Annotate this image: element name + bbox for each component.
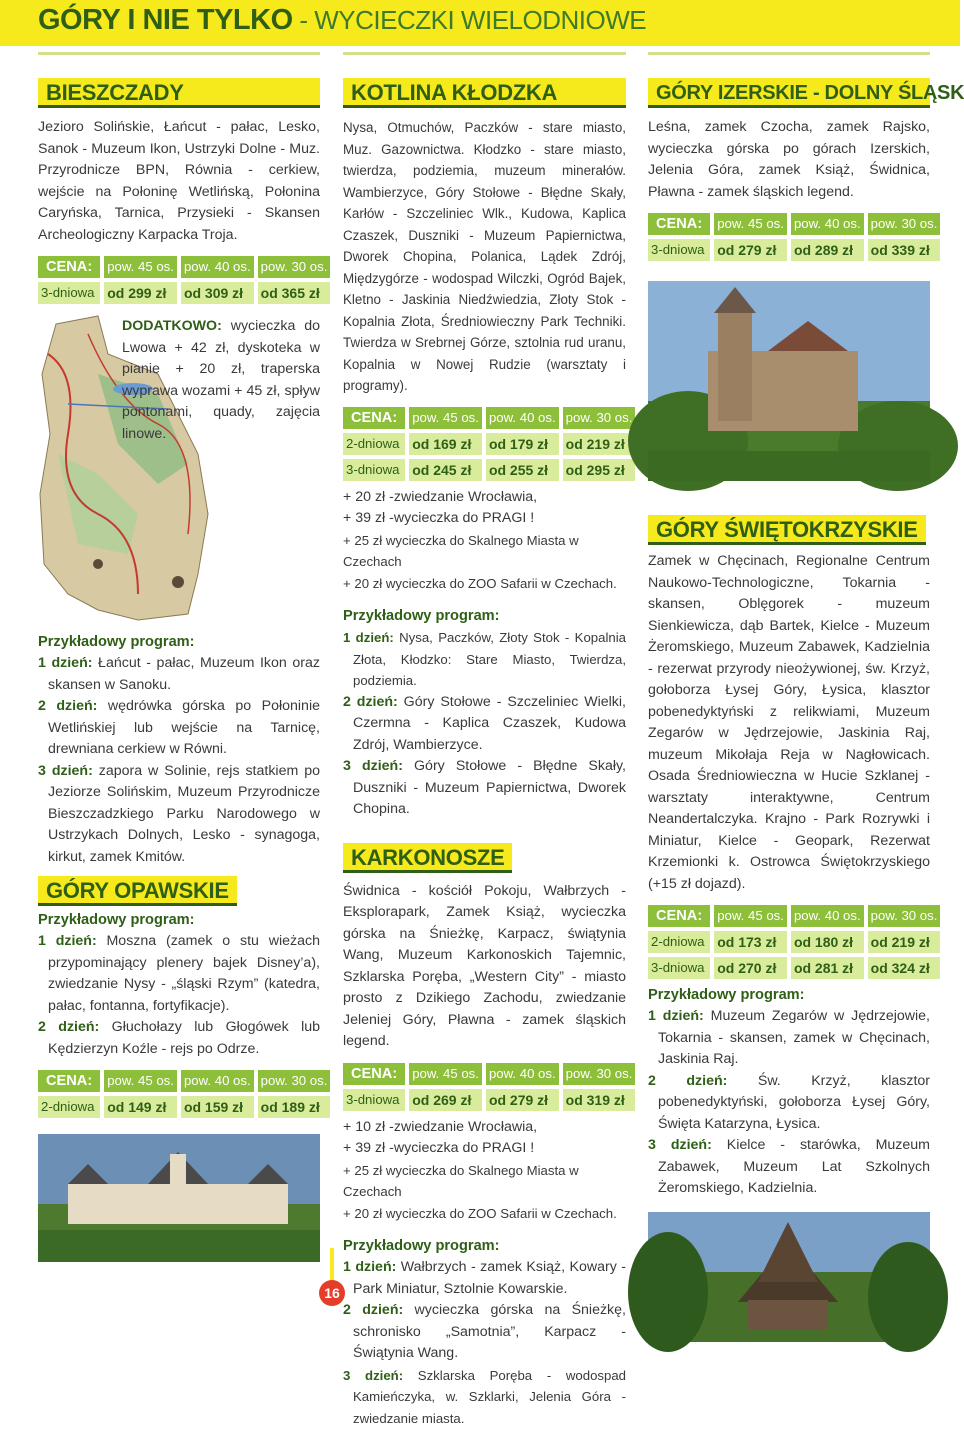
program-title: Przykładowy program: [343, 1236, 626, 1257]
column-left [38, 78, 320, 308]
section-title-karkonosze: KARKONOSZE [343, 843, 512, 873]
price-header: pow. 30 os. [868, 213, 941, 235]
program-day: 2 dzień: wędrówka górska po Połoninie Wetlińskiej lub wejście na Tarnicę, drewniana cerkiew w Równi. [38, 696, 320, 761]
price-row-label: 3-dniowa [343, 459, 405, 481]
klodzka-extras: + 20 zł -zwiedzanie Wrocławia, + 39 zł -wycieczka do PRAGI ! + 25 zł wycieczka do Skalnego Miasta w Czechach + 20 zł wycieczka do ZOO Safarii w Czechach. [343, 487, 626, 595]
price-label: CENA: [38, 256, 100, 278]
bieszczady-intro: Jezioro Solińskie, Łańcut - pałac, Lesko, Sanok - Muzeum Ikon, Ustrzyki Dolne - Muz. Przyrodnicze BPN, Równia - cerkiew, wejście na Połoninę Wetlińską, Połonina Caryńska, Tarnica, Przysieki - Skansen Archeologiczny Karpacka Troja. [38, 117, 320, 246]
price-header: pow. 45 os. [104, 1070, 177, 1092]
divider [648, 52, 930, 55]
section-title-opawskie: GÓRY OPAWSKIE [38, 876, 237, 906]
price-header: pow. 40 os. [181, 1070, 254, 1092]
page-header [0, 0, 960, 46]
price-value: od 319 zł [563, 1089, 636, 1111]
price-value: od 324 zł [868, 957, 941, 979]
price-header: pow. 40 os. [181, 256, 254, 278]
price-row-label: 3-dniowa [648, 957, 710, 979]
price-value: od 339 zł [868, 239, 941, 261]
price-value: od 279 zł [486, 1089, 559, 1111]
price-value: od 279 zł [714, 239, 787, 261]
program-day: 2 dzień: Góry Stołowe - Szczeliniec Wielki, Czermna - Kaplica Czaszek, Kudowa Zdrój, Wambierzyce. [343, 692, 626, 757]
price-value: od 245 zł [409, 459, 482, 481]
extras-text: wycieczka do Lwowa + 42 zł, dyskoteka w pianie + 20 zł, traperska wyprawa wozami + 45 zł, spływ pontonami, quady, zajęcia linowe. [122, 318, 320, 442]
izerskie-intro: Leśna, zamek Czocha, zamek Rajsko, wycieczka górska po górach Izerskich, Jelenia Góra, zamek Książ, Świdnica, Pławna - zamek śląskich legend. [648, 117, 930, 203]
price-label: CENA: [38, 1070, 100, 1092]
price-value: od 289 zł [791, 239, 864, 261]
price-value: od 159 zł [181, 1096, 254, 1118]
price-value: od 281 zł [791, 957, 864, 979]
program-title: Przykładowy program: [38, 632, 320, 653]
price-header: pow. 40 os. [486, 407, 559, 429]
price-value: od 189 zł [258, 1096, 331, 1118]
section-title-izerskie: GÓRY IZERSKIE - DOLNY ŚLĄSK [648, 78, 930, 108]
program-day: 2 dzień: Głuchołazy lub Głogówek lub Kędzierzyn Koźle - rejs po Odrze. [38, 1017, 320, 1060]
wang-temple-photo [648, 1212, 930, 1342]
price-row-label: 3-dniowa [343, 1089, 405, 1111]
price-row-label: 2-dniowa [343, 433, 405, 455]
section-title-swietokrzyskie: GÓRY ŚWIĘTOKRZYSKIE [648, 515, 926, 545]
price-row-label: 2-dniowa [648, 931, 710, 953]
price-header: pow. 40 os. [791, 213, 864, 235]
klodzka-intro: Nysa, Otmuchów, Paczków - stare miasto, Muz. Gazownictwa. Kłodzko - stare miasto, twierdza, podziemia, muzeum minerałów. Wambierzyce, Góry Stołowe - Błędne Skały, Karłów - Szczeliniec Wlk., Kudowa, Kaplica Czaszek, Duszniki - Muzeum Papiernictwa, Dworek Chopina, Polanica, Lądek Zdrój, Międzygórze - wodospad Wilczki, Ogród Bajek, Kletno - Jaskinia Niedźwiedzia, Złoty Stok - Kopalnia Złota, Średniowieczny Park Techniki. Twierdza w Srebrnej Górze, sztolnia rud uranu, Kopalnia w Nowej Rudzie (warsztaty i programy). [343, 117, 626, 397]
price-header: pow. 30 os. [563, 1063, 636, 1085]
page-title-main: GÓRY I NIE TYLKO [38, 4, 293, 36]
price-value: od 219 zł [868, 931, 941, 953]
price-value: od 270 zł [714, 957, 787, 979]
price-header: pow. 40 os. [486, 1063, 559, 1085]
price-header: pow. 30 os. [258, 1070, 331, 1092]
section-title-bieszczady: BIESZCZADY [38, 78, 320, 108]
extras-label: DODATKOWO: [122, 318, 222, 334]
program-title: Przykładowy program: [648, 985, 930, 1006]
page-title-sub: - WYCIECZKI WIELODNIOWE [293, 5, 646, 35]
program-day: 3 dzień: zapora w Solinie, rejs statkiem po Jeziorze Solińskim, Muzeum Przyrodnicze Bieszczadzkiego Parku Narodowego w Ustrzykach Dolnych, Lesko - synagoga, kirkut, zamek Kmitów. [38, 761, 320, 869]
price-header: pow. 45 os. [714, 213, 787, 235]
price-value: od 179 zł [486, 433, 559, 455]
program-day: 1 dzień: Łańcut - pałac, Muzeum Ikon oraz skansen w Sanoku. [38, 653, 320, 696]
price-header: pow. 40 os. [791, 905, 864, 927]
program-day: 3 dzień: Góry Stołowe - Błędne Skały, Duszniki - Muzeum Papiernictwa, Dworek Chopina. [343, 756, 626, 821]
price-value: od 173 zł [714, 931, 787, 953]
price-header: pow. 45 os. [409, 407, 482, 429]
bieszczady-extras [38, 316, 320, 445]
price-value: od 309 zł [181, 282, 254, 304]
page-number-bar [330, 1248, 334, 1284]
swietokrzyskie-intro: Zamek w Chęcinach, Regionalne Centrum Naukowo-Technologiczne, Tokarnia - skansen, Oblęgorek - muzeum Sienkiewicza, dąb Bartek, Kielce - Muzeum Żeromskiego, Muzeum Zabawek, Kadzielnia - rezerwat przyrody nieożywionej, św. Krzyż, gołoborza Łysej Góry, Łysica, klasztor pobenedyktyński z relikwiami, Muzeum Zegarów w Jędrzejowie, Jaskinia Raj, muzeum Mikołaja Reja w Nagłowicach. Osada Średniowieczna w Hucie Szklanej - warsztaty interaktywne, Centrum Neandertalczyka. Krajno - Park Rozrywki i Miniatur, Kielce - Geopark, Rezerwat Krzemionki k. Ostrowca Świętokrzyskiego (+15 zł dojazd). [648, 551, 930, 895]
price-value: od 219 zł [563, 433, 636, 455]
program-day: 1 dzień: Nysa, Paczków, Złoty Stok - Kopalnia Złota, Kłodzko: Stare Miasto, Twierdza, podziemia. [343, 627, 626, 692]
price-label: CENA: [648, 905, 710, 927]
program-day: 3 dzień: Szklarska Poręba - wodospad Kamieńczyka, w. Szklarki, Jelenia Góra - zwiedzanie miasta. [343, 1365, 626, 1429]
price-label: CENA: [343, 407, 405, 429]
price-label: CENA: [648, 213, 710, 235]
price-header: pow. 30 os. [563, 407, 636, 429]
price-table-klodzka [339, 403, 639, 485]
program-title: Przykładowy program: [343, 606, 626, 627]
moszna-castle-photo [38, 1134, 320, 1262]
program-day: 3 dzień: Kielce - starówka, Muzeum Zabawek, Muzeum Lat Szkolnych Żeromskiego, Kadzielnia. [648, 1135, 930, 1200]
bieszczady-program [38, 622, 320, 1262]
program-day: 2 dzień: Św. Krzyż, klasztor pobenedyktyński, gołoborza Łysej Góry, Święta Katarzyna, Łysica. [648, 1071, 930, 1136]
price-label: CENA: [343, 1063, 405, 1085]
price-value: od 269 zł [409, 1089, 482, 1111]
program-title: Przykładowy program: [38, 910, 320, 931]
price-table-bieszczady [34, 252, 334, 308]
price-header: pow. 30 os. [868, 905, 941, 927]
price-value: od 149 zł [104, 1096, 177, 1118]
price-table-karkonosze [339, 1059, 639, 1115]
price-value: od 295 zł [563, 459, 636, 481]
divider [343, 52, 626, 55]
program-day: 2 dzień: wycieczka górska na Śnieżkę, schronisko „Samotnia”, Karpacz - Świątynia Wang. [343, 1300, 626, 1365]
price-header: pow. 45 os. [714, 905, 787, 927]
price-value: od 255 zł [486, 459, 559, 481]
program-day: 1 dzień: Moszna (zamek o stu wieżach przypominający plenery bajek Disney’a), zwiedzanie Nysy - „śląski Rzym” (katedra, pałac, fontanna, fortyfikacje). [38, 931, 320, 1017]
czocha-castle-photo [648, 281, 930, 481]
price-value: od 365 zł [258, 282, 331, 304]
program-day: 1 dzień: Muzeum Zegarów w Jędrzejowie, Tokarnia - skansen, zamek w Chęcinach, Jaskinia Raj. [648, 1006, 930, 1071]
page-number: 16 [319, 1280, 345, 1306]
karkonosze-intro: Świdnica - kościół Pokoju, Wałbrzych - Eksplorapark, Zamek Książ, wycieczka górska na Śnieżkę, Karpacz, świątynia Wang, Muzeum Karkonoskich Tajemnic, Szklarska Poręba, „Western City” - miasto prosto z Dzikiego Zachodu, zwiedzanie Jeleniej Góry, Pławna - zamek śląskich legend. [343, 881, 626, 1053]
price-table-izerskie [644, 209, 944, 265]
price-table-opawskie [34, 1066, 334, 1122]
price-header: pow. 45 os. [409, 1063, 482, 1085]
page-title [38, 4, 646, 37]
column-middle [343, 78, 626, 1429]
price-row-label: 2-dniowa [38, 1096, 100, 1118]
program-day: 1 dzień: Wałbrzych - zamek Książ, Kowary - Park Miniatur, Sztolnie Kowarskie. [343, 1257, 626, 1300]
section-title-klodzka: KOTLINA KŁODZKA [343, 78, 626, 108]
price-row-label: 3-dniowa [38, 282, 100, 304]
price-header: pow. 30 os. [258, 256, 331, 278]
divider [38, 52, 320, 55]
price-header: pow. 45 os. [104, 256, 177, 278]
column-right [648, 78, 930, 1342]
price-value: od 180 zł [791, 931, 864, 953]
karkonosze-extras: + 10 zł -zwiedzanie Wrocławia, + 39 zł -wycieczka do PRAGI ! + 25 zł wycieczka do Skalnego Miasta w Czechach + 20 zł wycieczka do ZOO Safarii w Czechach. [343, 1117, 626, 1225]
price-value: od 169 zł [409, 433, 482, 455]
price-value: od 299 zł [104, 282, 177, 304]
price-table-swietokrzyskie [644, 901, 944, 983]
price-row-label: 3-dniowa [648, 239, 710, 261]
